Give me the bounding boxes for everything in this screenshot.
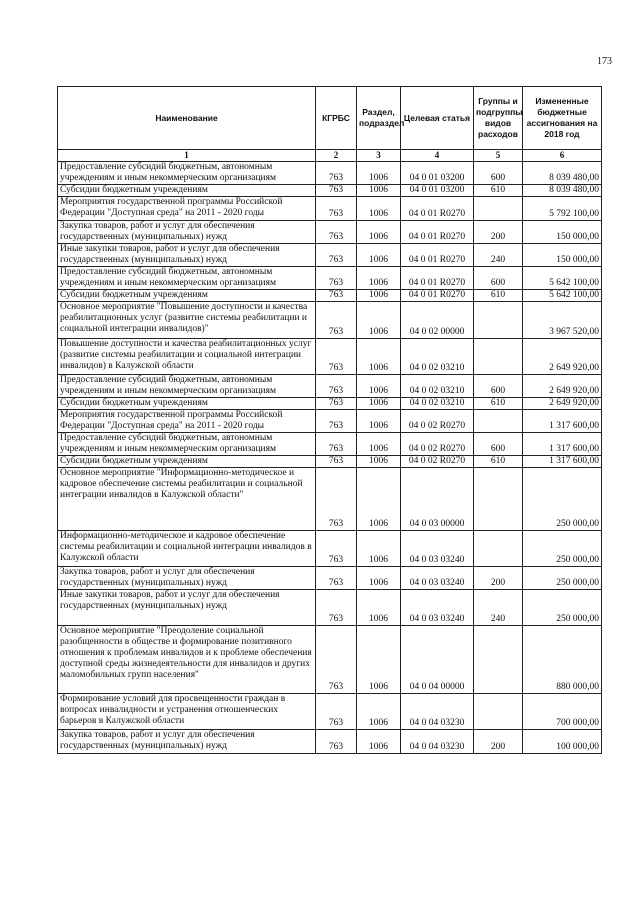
table-row <box>58 433 602 456</box>
cell-section: 1006 <box>357 456 401 468</box>
column-number-row <box>58 150 602 162</box>
cell-kgrbs: 763 <box>316 626 357 694</box>
cell-group <box>474 468 523 531</box>
cell-section: 1006 <box>357 221 401 244</box>
cell-amount: 700 000,00 <box>523 694 602 730</box>
cell-target: 04 0 02 R0270 <box>401 456 474 468</box>
cell-group: 240 <box>474 244 523 267</box>
cell-name: Субсидии бюджетным учреждениям <box>58 456 316 468</box>
cell-group: 600 <box>474 433 523 456</box>
cell-group: 600 <box>474 375 523 398</box>
cell-amount: 250 000,00 <box>523 531 602 567</box>
cell-name: Основное мероприятие "Преодоление социальной разобщенности в обществе и формирование позитивного отношения к проблемам инвалидов и к проблеме обеспечения доступной среды жизнедеятельности для инвалидов и других маломобильных групп населения" <box>58 626 316 694</box>
cell-name: Мероприятия государственной программы Российской Федерации "Доступная среда" на 2011 - 2020 годы <box>58 410 316 433</box>
cell-kgrbs: 763 <box>316 398 357 410</box>
cell-target: 04 0 01 03200 <box>401 185 474 197</box>
cell-name: Повышение доступности и качества реабилитационных услуг (развитие системы реабилитации и социальной интеграции инвалидов) в Калужской области <box>58 339 316 375</box>
page-number: 173 <box>597 56 612 67</box>
cell-section: 1006 <box>357 398 401 410</box>
cell-name: Закупка товаров, работ и услуг для обеспечения государственных (муниципальных) нужд <box>58 567 316 590</box>
cell-section: 1006 <box>357 339 401 375</box>
cell-target: 04 0 04 00000 <box>401 626 474 694</box>
cell-kgrbs: 763 <box>316 567 357 590</box>
cell-section: 1006 <box>357 197 401 221</box>
cell-target: 04 0 02 R0270 <box>401 410 474 433</box>
cell-section: 1006 <box>357 290 401 302</box>
cell-amount: 5 792 100,00 <box>523 197 602 221</box>
table-row <box>58 626 602 694</box>
cell-section: 1006 <box>357 626 401 694</box>
cell-group: 610 <box>474 398 523 410</box>
table-row <box>58 339 602 375</box>
cell-kgrbs: 763 <box>316 339 357 375</box>
cell-kgrbs: 763 <box>316 456 357 468</box>
cell-section: 1006 <box>357 468 401 531</box>
cell-group: 610 <box>474 185 523 197</box>
header-section: Раздел, подраздел <box>357 87 401 150</box>
cell-group: 600 <box>474 162 523 185</box>
table-row <box>58 185 602 197</box>
cell-amount: 250 000,00 <box>523 590 602 626</box>
table-row <box>58 302 602 339</box>
table-row <box>58 221 602 244</box>
column-number: 6 <box>523 150 602 162</box>
cell-kgrbs: 763 <box>316 244 357 267</box>
table-row <box>58 162 602 185</box>
cell-kgrbs: 763 <box>316 267 357 290</box>
cell-section: 1006 <box>357 185 401 197</box>
cell-amount: 1 317 600,00 <box>523 433 602 456</box>
cell-group <box>474 531 523 567</box>
column-number: 5 <box>474 150 523 162</box>
cell-amount: 2 649 920,00 <box>523 339 602 375</box>
cell-group <box>474 410 523 433</box>
cell-name: Закупка товаров, работ и услуг для обеспечения государственных (муниципальных) нужд <box>58 221 316 244</box>
table-row <box>58 375 602 398</box>
table-row <box>58 197 602 221</box>
cell-group: 200 <box>474 567 523 590</box>
cell-amount: 2 649 920,00 <box>523 375 602 398</box>
cell-group <box>474 694 523 730</box>
cell-name: Иные закупки товаров, работ и услуг для обеспечения государственных (муниципальных) нужд <box>58 590 316 626</box>
header-group: Группы и подгруппы видов расходов <box>474 87 523 150</box>
cell-kgrbs: 763 <box>316 185 357 197</box>
cell-kgrbs: 763 <box>316 375 357 398</box>
header-name: Наименование <box>58 87 316 150</box>
cell-kgrbs: 763 <box>316 302 357 339</box>
cell-group <box>474 302 523 339</box>
cell-name: Основное мероприятие "Повышение доступности и качества реабилитационных услуг (развитие системы реабилитации и социальной интеграции инвалидов)" <box>58 302 316 339</box>
cell-name: Предоставление субсидий бюджетным, автономным учреждениям и иным некоммерческим организациям <box>58 267 316 290</box>
cell-amount: 5 642 100,00 <box>523 267 602 290</box>
cell-name: Предоставление субсидий бюджетным, автономным учреждениям и иным некоммерческим организациям <box>58 375 316 398</box>
table-row <box>58 590 602 626</box>
cell-section: 1006 <box>357 590 401 626</box>
cell-amount: 1 317 600,00 <box>523 410 602 433</box>
cell-group <box>474 626 523 694</box>
cell-target: 04 0 01 03200 <box>401 162 474 185</box>
cell-section: 1006 <box>357 244 401 267</box>
cell-target: 04 0 02 03210 <box>401 398 474 410</box>
cell-target: 04 0 02 03210 <box>401 375 474 398</box>
cell-name: Предоставление субсидий бюджетным, автономным учреждениям и иным некоммерческим организациям <box>58 433 316 456</box>
cell-section: 1006 <box>357 302 401 339</box>
cell-target: 04 0 02 00000 <box>401 302 474 339</box>
cell-group <box>474 197 523 221</box>
cell-amount: 1 317 600,00 <box>523 456 602 468</box>
cell-kgrbs: 763 <box>316 468 357 531</box>
cell-name: Субсидии бюджетным учреждениям <box>58 290 316 302</box>
cell-group: 240 <box>474 590 523 626</box>
cell-amount: 3 967 520,00 <box>523 302 602 339</box>
cell-target: 04 0 04 03230 <box>401 694 474 730</box>
table-row <box>58 694 602 730</box>
cell-amount: 250 000,00 <box>523 468 602 531</box>
cell-name: Формирование условий для просвещенности граждан в вопросах инвалидности и устранения отношенческих барьеров в Калужской области <box>58 694 316 730</box>
table-row <box>58 398 602 410</box>
cell-target: 04 0 02 03210 <box>401 339 474 375</box>
cell-group: 610 <box>474 290 523 302</box>
column-number: 4 <box>401 150 474 162</box>
cell-name: Информационно-методическое и кадровое обеспечение системы реабилитации и социальной интеграции инвалидов в Калужской области <box>58 531 316 567</box>
cell-section: 1006 <box>357 730 401 754</box>
cell-target: 04 0 01 R0270 <box>401 221 474 244</box>
cell-section: 1006 <box>357 162 401 185</box>
cell-group <box>474 339 523 375</box>
cell-kgrbs: 763 <box>316 433 357 456</box>
cell-amount: 150 000,00 <box>523 244 602 267</box>
cell-target: 04 0 03 03240 <box>401 531 474 567</box>
table-row <box>58 456 602 468</box>
cell-section: 1006 <box>357 375 401 398</box>
cell-name: Иные закупки товаров, работ и услуг для обеспечения государственных (муниципальных) нужд <box>58 244 316 267</box>
budget-table <box>57 86 602 754</box>
cell-kgrbs: 763 <box>316 531 357 567</box>
cell-kgrbs: 763 <box>316 590 357 626</box>
column-number: 1 <box>58 150 316 162</box>
cell-kgrbs: 763 <box>316 290 357 302</box>
cell-amount: 150 000,00 <box>523 221 602 244</box>
cell-target: 04 0 02 R0270 <box>401 433 474 456</box>
cell-section: 1006 <box>357 694 401 730</box>
table-row <box>58 531 602 567</box>
cell-target: 04 0 04 03230 <box>401 730 474 754</box>
cell-target: 04 0 01 R0270 <box>401 290 474 302</box>
column-number: 3 <box>357 150 401 162</box>
cell-target: 04 0 01 R0270 <box>401 244 474 267</box>
cell-group: 200 <box>474 221 523 244</box>
cell-kgrbs: 763 <box>316 197 357 221</box>
table-row <box>58 567 602 590</box>
table-row <box>58 468 602 531</box>
cell-section: 1006 <box>357 433 401 456</box>
cell-amount: 880 000,00 <box>523 626 602 694</box>
cell-name: Мероприятия государственной программы Российской Федерации "Доступная среда" на 2011 - 2020 годы <box>58 197 316 221</box>
cell-name: Предоставление субсидий бюджетным, автономным учреждениям и иным некоммерческим организациям <box>58 162 316 185</box>
header-kgrbs: КГРБС <box>316 87 357 150</box>
cell-amount: 8 039 480,00 <box>523 185 602 197</box>
table-row <box>58 730 602 754</box>
cell-target: 04 0 01 R0270 <box>401 267 474 290</box>
cell-kgrbs: 763 <box>316 221 357 244</box>
header-target: Целевая статья <box>401 87 474 150</box>
cell-kgrbs: 763 <box>316 162 357 185</box>
cell-group: 610 <box>474 456 523 468</box>
column-number: 2 <box>316 150 357 162</box>
cell-kgrbs: 763 <box>316 730 357 754</box>
cell-amount: 2 649 920,00 <box>523 398 602 410</box>
cell-group: 200 <box>474 730 523 754</box>
cell-kgrbs: 763 <box>316 694 357 730</box>
cell-group: 600 <box>474 267 523 290</box>
table-row <box>58 267 602 290</box>
cell-target: 04 0 03 03240 <box>401 590 474 626</box>
table-body <box>58 162 602 754</box>
cell-amount: 250 000,00 <box>523 567 602 590</box>
cell-section: 1006 <box>357 567 401 590</box>
header-row <box>58 87 602 150</box>
cell-name: Субсидии бюджетным учреждениям <box>58 185 316 197</box>
table-row <box>58 410 602 433</box>
cell-target: 04 0 03 00000 <box>401 468 474 531</box>
cell-amount: 5 642 100,00 <box>523 290 602 302</box>
cell-name: Субсидии бюджетным учреждениям <box>58 398 316 410</box>
table-row <box>58 244 602 267</box>
cell-section: 1006 <box>357 531 401 567</box>
cell-amount: 8 039 480,00 <box>523 162 602 185</box>
cell-kgrbs: 763 <box>316 410 357 433</box>
header-amount: Измененные бюджетные ассигнования на 2018 год <box>523 87 602 150</box>
cell-amount: 100 000,00 <box>523 730 602 754</box>
cell-target: 04 0 03 03240 <box>401 567 474 590</box>
cell-target: 04 0 01 R0270 <box>401 197 474 221</box>
cell-section: 1006 <box>357 267 401 290</box>
cell-name: Основное мероприятие "Информационно-методическое и кадровое обеспечение системы реабилитации и социальной интеграции инвалидов в Калужской области" <box>58 468 316 531</box>
cell-name: Закупка товаров, работ и услуг для обеспечения государственных (муниципальных) нужд <box>58 730 316 754</box>
table-row <box>58 290 602 302</box>
cell-section: 1006 <box>357 410 401 433</box>
